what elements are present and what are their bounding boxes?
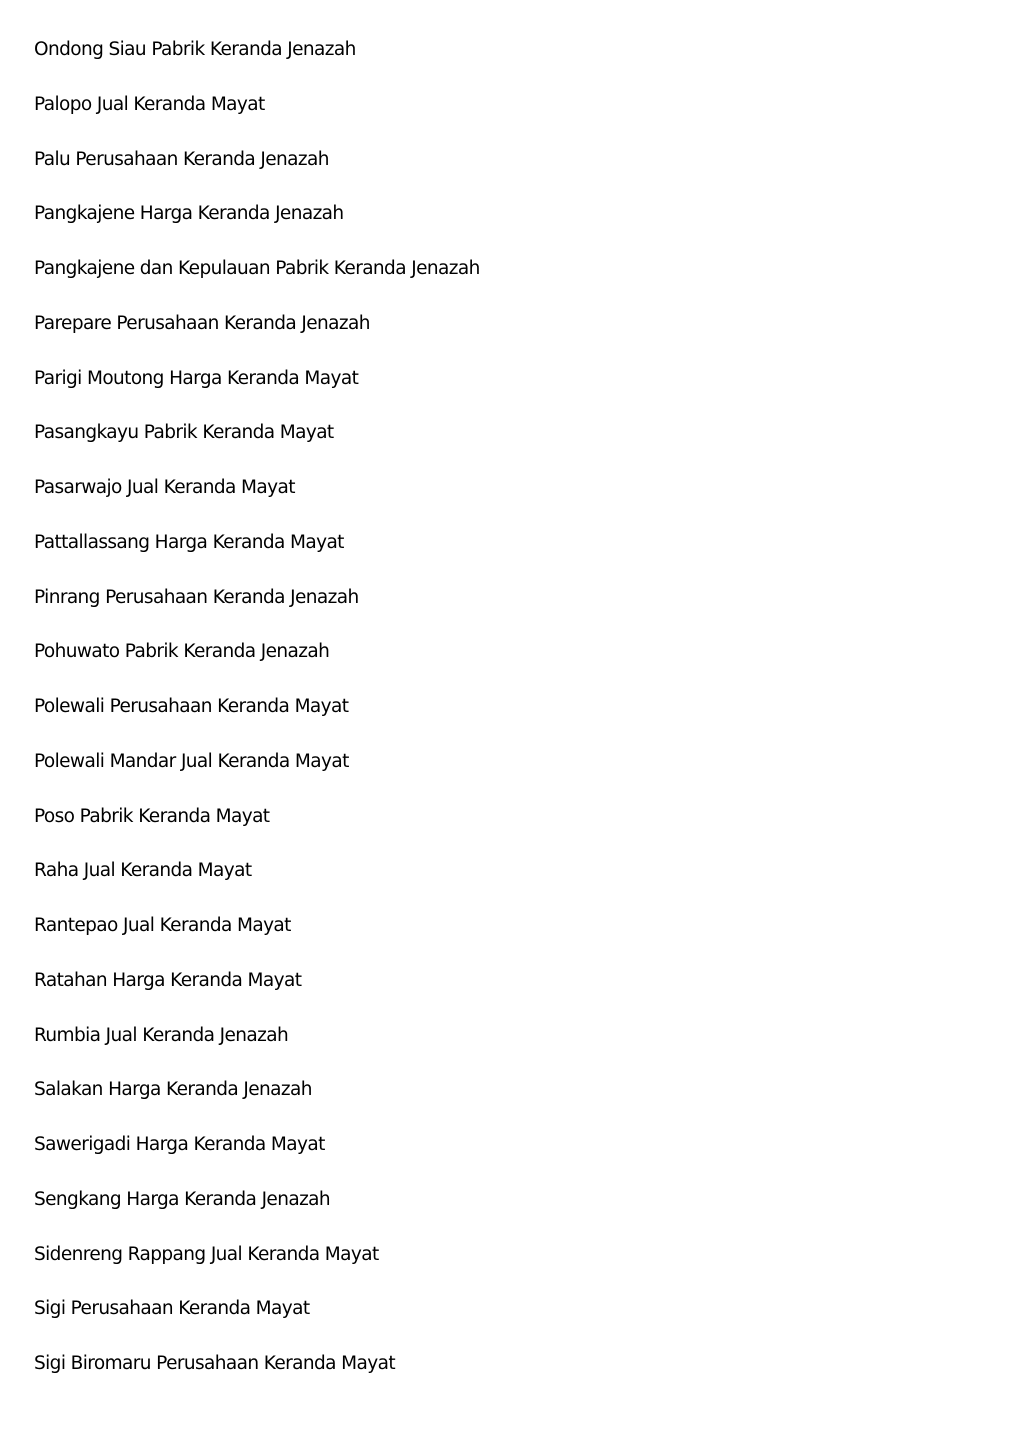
list-item: Sidenreng Rappang Jual Keranda Mayat — [34, 1243, 379, 1265]
list-item: Poso Pabrik Keranda Mayat — [34, 805, 270, 827]
list-item: Palopo Jual Keranda Mayat — [34, 93, 265, 115]
list-item: Parigi Moutong Harga Keranda Mayat — [34, 367, 359, 389]
list-item: Rumbia Jual Keranda Jenazah — [34, 1024, 289, 1046]
list-item: Sigi Perusahaan Keranda Mayat — [34, 1298, 310, 1320]
list-item: Pattallassang Harga Keranda Mayat — [34, 531, 344, 553]
list-item: Pangkajene dan Kepulauan Pabrik Keranda Jenazah — [34, 258, 480, 279]
list-item: Polewali Perusahaan Keranda Mayat — [34, 696, 349, 717]
list-item: Raha Jual Keranda Mayat — [34, 860, 252, 882]
list-item: Ratahan Harga Keranda Mayat — [34, 969, 302, 991]
entry-list — [34, 36, 974, 1405]
list-item: Pasarwajo Jual Keranda Mayat — [34, 477, 295, 498]
list-item: Ondong Siau Pabrik Keranda Jenazah — [34, 39, 356, 60]
list-item: Salakan Harga Keranda Jenazah — [34, 1079, 312, 1101]
list-item: Pangkajene Harga Keranda Jenazah — [34, 203, 344, 225]
list-item: Sigi Biromaru Perusahaan Keranda Mayat — [34, 1353, 396, 1374]
list-item: Rantepao Jual Keranda Mayat — [34, 915, 291, 936]
list-item: Pinrang Perusahaan Keranda Jenazah — [34, 586, 359, 608]
list-item: Palu Perusahaan Keranda Jenazah — [34, 148, 329, 170]
list-item: Polewali Mandar Jual Keranda Mayat — [34, 750, 349, 772]
list-item: Sawerigadi Harga Keranda Mayat — [34, 1134, 325, 1155]
list-item: Pasangkayu Pabrik Keranda Mayat — [34, 422, 334, 444]
list-item: Sengkang Harga Keranda Jenazah — [34, 1188, 331, 1210]
list-item: Pohuwato Pabrik Keranda Jenazah — [34, 641, 330, 663]
list-item: Parepare Perusahaan Keranda Jenazah — [34, 312, 370, 334]
